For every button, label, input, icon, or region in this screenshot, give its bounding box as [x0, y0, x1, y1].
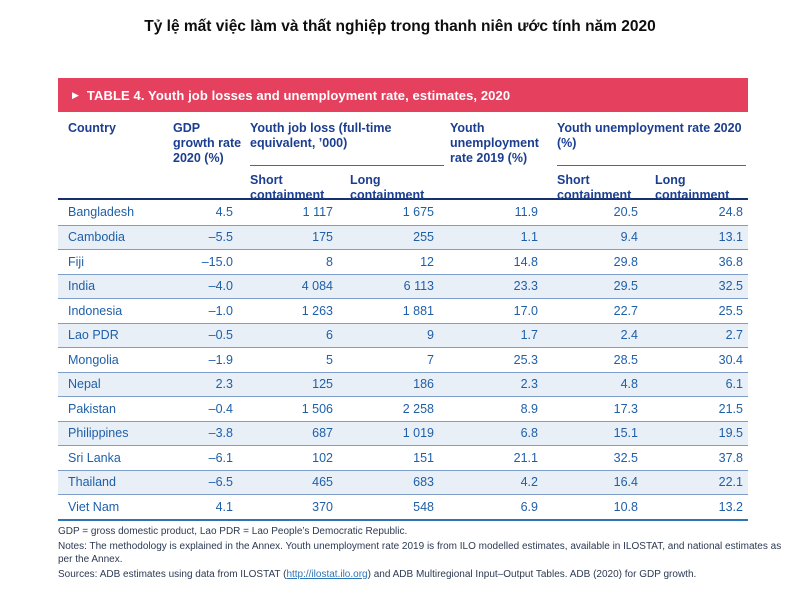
gdp-growth-cell: –4.0: [208, 279, 233, 294]
country-cell: Pakistan: [68, 401, 116, 416]
unemp2020-short-cell: 2.4: [620, 328, 638, 343]
unemployment-2019-cell: 23.3: [513, 279, 538, 294]
country-cell: India: [68, 279, 96, 294]
unemp2020-long-cell: 13.1: [718, 230, 743, 245]
jobloss-short-cell: 1 263: [301, 303, 333, 318]
gdp-growth-cell: –15.0: [201, 254, 233, 269]
country-cell: Mongolia: [68, 352, 119, 367]
column-header-unemp2020-long: Long containment: [655, 173, 730, 202]
unemp2020-short-cell: 28.5: [613, 352, 638, 367]
play-icon: ▶: [72, 89, 79, 100]
table: [58, 78, 748, 521]
jobloss-long-cell: 1 019: [402, 426, 434, 441]
gdp-growth-cell: –3.8: [208, 426, 233, 441]
column-group-unemployment-2020: Youth unemployment rate 2020 (%): [557, 112, 746, 166]
country-cell: Cambodia: [68, 230, 125, 245]
table-row: [58, 200, 748, 225]
unemp2020-long-cell: 32.5: [718, 279, 743, 294]
column-header-country: Country: [68, 121, 116, 135]
unemployment-2019-cell: 17.0: [513, 303, 538, 318]
country-cell: Thailand: [68, 475, 116, 490]
jobloss-short-cell: 5: [326, 352, 333, 367]
unemp2020-long-cell: 36.8: [718, 254, 743, 269]
footnote-abbreviations: GDP = gross domestic product, Lao PDR = Lao People’s Democratic Republic.: [58, 525, 408, 537]
jobloss-long-cell: 548: [413, 499, 434, 514]
unemp2020-short-cell: 15.1: [613, 426, 638, 441]
page-title: Tỷ lệ mất việc làm và thất nghiệp trong thanh niên ước tính năm 2020: [144, 18, 656, 35]
table-row: [58, 225, 748, 250]
footnote-sources: [58, 569, 795, 582]
jobloss-short-cell: 1 506: [301, 401, 333, 416]
jobloss-short-cell: 6: [326, 328, 333, 343]
country-cell: Viet Nam: [68, 499, 120, 514]
jobloss-long-cell: 255: [413, 230, 434, 245]
gdp-growth-cell: –6.5: [208, 475, 233, 490]
jobloss-long-cell: 9: [427, 328, 434, 343]
column-header-jobloss-short: Short containment: [250, 173, 325, 202]
jobloss-short-cell: 102: [312, 450, 333, 465]
unemp2020-long-cell: 2.7: [725, 328, 743, 343]
table-row: [58, 323, 748, 348]
jobloss-short-cell: 8: [326, 254, 333, 269]
column-header-unemployment-2019: Youth unemployment rate 2019 (%): [450, 121, 539, 165]
unemployment-2019-cell: 8.9: [520, 401, 538, 416]
unemployment-2019-cell: 1.1: [520, 230, 538, 245]
unemp2020-long-cell: 22.1: [718, 475, 743, 490]
table-row: [58, 372, 748, 397]
unemployment-2019-cell: 6.9: [520, 499, 538, 514]
gdp-growth-cell: –6.1: [208, 450, 233, 465]
column-header-jobloss-long: Long containment: [350, 173, 425, 202]
gdp-growth-cell: 4.5: [215, 205, 233, 220]
gdp-growth-cell: –0.4: [208, 401, 233, 416]
country-cell: Sri Lanka: [68, 450, 121, 465]
table-row: [58, 396, 748, 421]
footnotes: [58, 526, 795, 582]
jobloss-long-cell: 7: [427, 352, 434, 367]
table-row: [58, 274, 748, 299]
table-body: [58, 200, 748, 521]
jobloss-short-cell: 1 117: [302, 205, 333, 220]
country-cell: Indonesia: [68, 303, 123, 318]
unemp2020-long-cell: 13.2: [718, 499, 743, 514]
unemp2020-long-cell: 21.5: [718, 401, 743, 416]
gdp-growth-cell: –1.0: [208, 303, 233, 318]
unemployment-2019-cell: 21.1: [513, 450, 538, 465]
table-row: [58, 494, 748, 519]
footnote-notes: Notes: The methodology is explained in the Annex. Youth unemployment rate 2019 is from ILO modelled estimates, available in ILOSTAT, and national estimates as per the Annex.: [58, 541, 782, 565]
gdp-growth-cell: –5.5: [208, 230, 233, 245]
unemployment-2019-cell: 14.8: [513, 254, 538, 269]
jobloss-long-cell: 6 113: [403, 279, 434, 294]
table-header: [58, 112, 748, 200]
jobloss-long-cell: 2 258: [402, 401, 434, 416]
unemployment-2019-cell: 11.9: [514, 205, 538, 220]
jobloss-short-cell: 125: [312, 377, 333, 392]
jobloss-long-cell: 1 675: [402, 205, 434, 220]
unemp2020-short-cell: 16.4: [613, 475, 638, 490]
sources-text-suffix: ) and ADB Multiregional Input–Output Tables. ADB (2020) for GDP growth.: [367, 569, 697, 580]
unemp2020-long-cell: 37.8: [718, 450, 743, 465]
unemp2020-long-cell: 30.4: [718, 352, 743, 367]
unemployment-2019-cell: 1.7: [520, 328, 538, 343]
country-cell: Nepal: [68, 377, 101, 392]
gdp-growth-cell: 2.3: [215, 377, 233, 392]
unemp2020-short-cell: 9.4: [620, 230, 638, 245]
table-caption-bar: [58, 78, 748, 112]
unemp2020-long-cell: 24.8: [718, 205, 743, 220]
jobloss-long-cell: 1 881: [402, 303, 434, 318]
jobloss-short-cell: 175: [312, 230, 333, 245]
country-cell: Fiji: [68, 254, 84, 269]
unemp2020-short-cell: 29.5: [613, 279, 638, 294]
gdp-growth-cell: –0.5: [208, 328, 233, 343]
table-row: [58, 347, 748, 372]
unemp2020-long-cell: 25.5: [718, 303, 743, 318]
column-header-gdp-growth: GDP growth rate 2020 (%): [173, 121, 242, 165]
sources-text-prefix: Sources: ADB estimates using data from ILOSTAT (: [58, 569, 287, 580]
unemp2020-long-cell: 19.5: [718, 426, 743, 441]
table-row: [58, 249, 748, 274]
unemp2020-short-cell: 29.8: [613, 254, 638, 269]
ilostat-link[interactable]: http://ilostat.ilo.org: [286, 569, 368, 580]
unemployment-2019-cell: 25.3: [513, 352, 538, 367]
country-cell: Philippines: [68, 426, 129, 441]
jobloss-long-cell: 151: [413, 450, 434, 465]
unemployment-2019-cell: 4.2: [520, 475, 538, 490]
unemp2020-short-cell: 17.3: [613, 401, 638, 416]
jobloss-long-cell: 186: [413, 377, 434, 392]
unemp2020-short-cell: 22.7: [613, 303, 638, 318]
table-row: [58, 421, 748, 446]
jobloss-short-cell: 687: [312, 426, 333, 441]
column-header-unemp2020-short: Short containment: [557, 173, 632, 202]
unemp2020-short-cell: 4.8: [620, 377, 638, 392]
gdp-growth-cell: 4.1: [215, 499, 233, 514]
column-group-youth-job-loss: Youth job loss (full-time equivalent, ’000): [250, 112, 444, 166]
unemp2020-long-cell: 6.1: [725, 377, 743, 392]
jobloss-short-cell: 465: [312, 475, 333, 490]
jobloss-long-cell: 12: [420, 254, 434, 269]
unemp2020-short-cell: 20.5: [613, 205, 638, 220]
unemp2020-short-cell: 10.8: [613, 499, 638, 514]
country-cell: Lao PDR: [68, 328, 119, 343]
jobloss-short-cell: 4 084: [301, 279, 333, 294]
jobloss-short-cell: 370: [312, 499, 333, 514]
table-row: [58, 470, 748, 495]
table-caption: TABLE 4. Youth job losses and unemployment rate, estimates, 2020: [86, 87, 511, 103]
table-row: [58, 298, 748, 323]
unemp2020-short-cell: 32.5: [613, 450, 638, 465]
country-cell: Bangladesh: [68, 205, 135, 220]
jobloss-long-cell: 683: [413, 475, 434, 490]
gdp-growth-cell: –1.9: [208, 352, 233, 367]
unemployment-2019-cell: 6.8: [520, 426, 538, 441]
unemployment-2019-cell: 2.3: [520, 377, 538, 392]
table-row: [58, 445, 748, 470]
